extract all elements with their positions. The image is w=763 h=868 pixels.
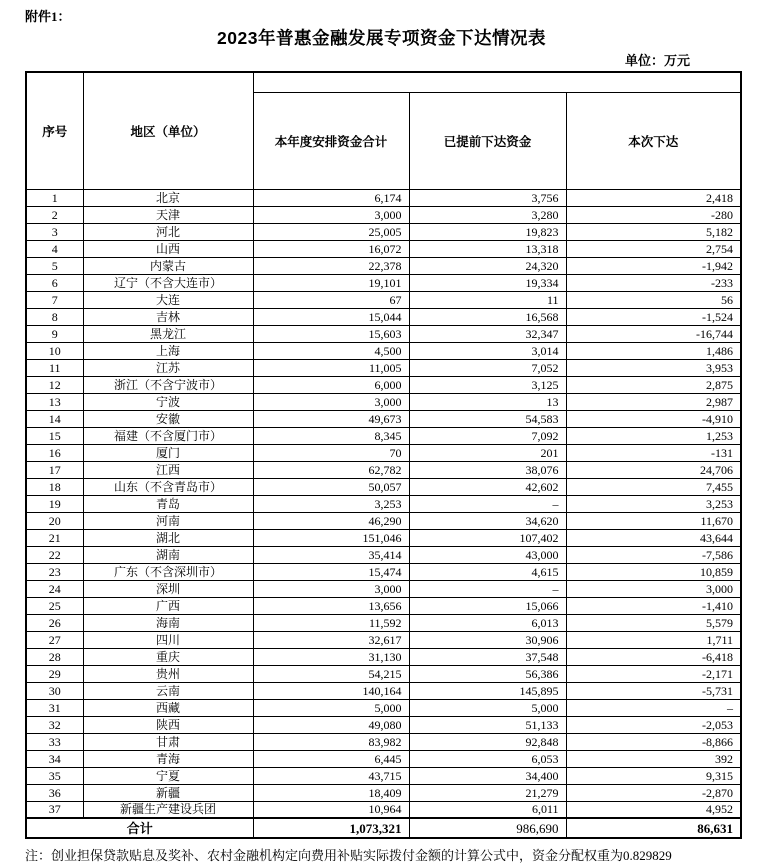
total-arranged-value-cell: 11,005 [253, 359, 409, 376]
total-arranged-value-cell: 32,617 [253, 631, 409, 648]
table-row [26, 325, 741, 342]
current-allocation-value-cell: -2,053 [566, 716, 741, 733]
advance-allocated-value-cell: – [409, 580, 566, 597]
advance-allocated-value-cell: 5,000 [409, 699, 566, 716]
region-cell: 天津 [83, 206, 253, 223]
total-arranged-value-cell: 151,046 [253, 529, 409, 546]
current-allocation-value-cell: -1,942 [566, 257, 741, 274]
total-arranged-value-cell: 10,964 [253, 801, 409, 818]
total-label-cell: 合计 [26, 818, 253, 838]
row-index-cell: 27 [26, 631, 83, 648]
total-current-cell: 86,631 [566, 818, 741, 838]
table-row [26, 614, 741, 631]
advance-allocated-value-cell: 6,011 [409, 801, 566, 818]
current-allocation-value-cell: 2,418 [566, 189, 741, 206]
total-arranged-value-cell: 35,414 [253, 546, 409, 563]
total-arranged-value-cell: 25,005 [253, 223, 409, 240]
total-arranged-value-cell: 54,215 [253, 665, 409, 682]
row-index-cell: 20 [26, 512, 83, 529]
row-index-cell: 22 [26, 546, 83, 563]
table-row [26, 410, 741, 427]
total-arranged-value-cell: 8,345 [253, 427, 409, 444]
region-cell: 贵州 [83, 665, 253, 682]
total-arranged-value-cell: 16,072 [253, 240, 409, 257]
region-cell: 山东（不含青岛市） [83, 478, 253, 495]
row-index-cell: 9 [26, 325, 83, 342]
row-index-cell: 17 [26, 461, 83, 478]
row-index-cell: 23 [26, 563, 83, 580]
header-advance-allocated: 已提前下达资金 [409, 92, 566, 189]
current-allocation-value-cell: 10,859 [566, 563, 741, 580]
total-arranged-value-cell: 15,044 [253, 308, 409, 325]
table-row [26, 393, 741, 410]
table-footer [26, 818, 741, 838]
table-row [26, 342, 741, 359]
region-cell: 内蒙古 [83, 257, 253, 274]
table-row [26, 376, 741, 393]
current-allocation-value-cell: 1,711 [566, 631, 741, 648]
table-row [26, 308, 741, 325]
table-row [26, 665, 741, 682]
row-index-cell: 10 [26, 342, 83, 359]
region-cell: 四川 [83, 631, 253, 648]
row-index-cell: 12 [26, 376, 83, 393]
current-allocation-value-cell: 5,579 [566, 614, 741, 631]
row-index-cell: 19 [26, 495, 83, 512]
advance-allocated-value-cell: 42,602 [409, 478, 566, 495]
advance-allocated-value-cell: 92,848 [409, 733, 566, 750]
current-allocation-value-cell: 56 [566, 291, 741, 308]
total-arranged-value-cell: 11,592 [253, 614, 409, 631]
total-row [26, 818, 741, 838]
region-cell: 青岛 [83, 495, 253, 512]
current-allocation-value-cell: 2,987 [566, 393, 741, 410]
current-allocation-value-cell: 2,754 [566, 240, 741, 257]
row-index-cell: 34 [26, 750, 83, 767]
region-cell: 新疆 [83, 784, 253, 801]
advance-allocated-value-cell: 15,066 [409, 597, 566, 614]
total-arranged-value-cell: 49,080 [253, 716, 409, 733]
advance-allocated-value-cell: 34,620 [409, 512, 566, 529]
table-row [26, 631, 741, 648]
total-arranged-value-cell: 83,982 [253, 733, 409, 750]
current-allocation-value-cell: -280 [566, 206, 741, 223]
current-allocation-value-cell: 5,182 [566, 223, 741, 240]
row-index-cell: 5 [26, 257, 83, 274]
header-index: 序号 [26, 72, 83, 189]
table-body [26, 189, 741, 818]
table-row [26, 682, 741, 699]
table-row [26, 648, 741, 665]
table-row [26, 291, 741, 308]
region-cell: 宁夏 [83, 767, 253, 784]
row-index-cell: 28 [26, 648, 83, 665]
region-cell: 福建（不含厦门市） [83, 427, 253, 444]
total-arranged-value-cell: 15,474 [253, 563, 409, 580]
table-row [26, 529, 741, 546]
advance-allocated-value-cell: 6,053 [409, 750, 566, 767]
region-cell: 江西 [83, 461, 253, 478]
region-cell: 北京 [83, 189, 253, 206]
region-cell: 湖北 [83, 529, 253, 546]
table-row [26, 733, 741, 750]
header-total-arranged: 本年度安排资金合计 [253, 92, 409, 189]
current-allocation-value-cell: -5,731 [566, 682, 741, 699]
total-arranged-value-cell: 15,603 [253, 325, 409, 342]
region-cell: 甘肃 [83, 733, 253, 750]
total-arranged-value-cell: 46,290 [253, 512, 409, 529]
row-index-cell: 29 [26, 665, 83, 682]
row-index-cell: 2 [26, 206, 83, 223]
row-index-cell: 30 [26, 682, 83, 699]
header-empty-cell [253, 72, 741, 92]
current-allocation-value-cell: -2,171 [566, 665, 741, 682]
table-row [26, 223, 741, 240]
total-arranged-value-cell: 3,000 [253, 393, 409, 410]
region-cell: 陕西 [83, 716, 253, 733]
table-row [26, 495, 741, 512]
total-arranged-value-cell: 13,656 [253, 597, 409, 614]
row-index-cell: 16 [26, 444, 83, 461]
row-index-cell: 21 [26, 529, 83, 546]
current-allocation-value-cell: 24,706 [566, 461, 741, 478]
row-index-cell: 11 [26, 359, 83, 376]
row-index-cell: 24 [26, 580, 83, 597]
row-index-cell: 32 [26, 716, 83, 733]
advance-allocated-value-cell: 201 [409, 444, 566, 461]
current-allocation-value-cell: – [566, 699, 741, 716]
advance-allocated-value-cell: 13 [409, 393, 566, 410]
advance-allocated-value-cell: 51,133 [409, 716, 566, 733]
current-allocation-value-cell: 392 [566, 750, 741, 767]
row-index-cell: 37 [26, 801, 83, 818]
advance-allocated-value-cell: 24,320 [409, 257, 566, 274]
table-row [26, 427, 741, 444]
total-arranged-value-cell: 22,378 [253, 257, 409, 274]
advance-allocated-value-cell: 19,334 [409, 274, 566, 291]
row-index-cell: 13 [26, 393, 83, 410]
current-allocation-value-cell: 7,455 [566, 478, 741, 495]
region-cell: 宁波 [83, 393, 253, 410]
total-arranged-value-cell: 6,445 [253, 750, 409, 767]
advance-allocated-value-cell: 13,318 [409, 240, 566, 257]
header-current-allocation: 本次下达 [566, 92, 741, 189]
current-allocation-value-cell: -233 [566, 274, 741, 291]
current-allocation-value-cell: -4,910 [566, 410, 741, 427]
current-allocation-value-cell: -16,744 [566, 325, 741, 342]
row-index-cell: 4 [26, 240, 83, 257]
table-row [26, 444, 741, 461]
header-region: 地区（单位） [83, 72, 253, 189]
total-arranged-value-cell: 50,057 [253, 478, 409, 495]
region-cell: 广东（不含深圳市） [83, 563, 253, 580]
advance-allocated-value-cell: 16,568 [409, 308, 566, 325]
current-allocation-value-cell: 3,000 [566, 580, 741, 597]
advance-allocated-value-cell: 34,400 [409, 767, 566, 784]
total-arranged-value-cell: 4,500 [253, 342, 409, 359]
footnote: 注：创业担保贷款贴息及奖补、农村金融机构定向费用补贴实际拨付金额的计算公式中，资金分配权重为0.829829 [25, 848, 672, 863]
region-cell: 江苏 [83, 359, 253, 376]
table-row [26, 563, 741, 580]
advance-allocated-value-cell: 7,092 [409, 427, 566, 444]
table-row [26, 512, 741, 529]
total-arranged-value-cell: 49,673 [253, 410, 409, 427]
total-arranged-value-cell: 31,130 [253, 648, 409, 665]
row-index-cell: 14 [26, 410, 83, 427]
region-cell: 辽宁（不含大连市） [83, 274, 253, 291]
advance-allocated-value-cell: 11 [409, 291, 566, 308]
current-allocation-value-cell: -1,410 [566, 597, 741, 614]
table-row [26, 189, 741, 206]
current-allocation-value-cell: -1,524 [566, 308, 741, 325]
total-arranged-value-cell: 18,409 [253, 784, 409, 801]
row-index-cell: 31 [26, 699, 83, 716]
table-row [26, 359, 741, 376]
table-row [26, 546, 741, 563]
region-cell: 厦门 [83, 444, 253, 461]
advance-allocated-value-cell: 38,076 [409, 461, 566, 478]
row-index-cell: 7 [26, 291, 83, 308]
row-index-cell: 6 [26, 274, 83, 291]
total-arranged-value-cell: 62,782 [253, 461, 409, 478]
table-row [26, 801, 741, 818]
row-index-cell: 25 [26, 597, 83, 614]
total-arranged-value-cell: 67 [253, 291, 409, 308]
advance-allocated-value-cell: 6,013 [409, 614, 566, 631]
region-cell: 吉林 [83, 308, 253, 325]
region-cell: 新疆生产建设兵团 [83, 801, 253, 818]
table-row [26, 274, 741, 291]
total-arranged-value-cell: 6,000 [253, 376, 409, 393]
total-arranged-value-cell: 6,174 [253, 189, 409, 206]
current-allocation-value-cell: 4,952 [566, 801, 741, 818]
advance-allocated-value-cell: – [409, 495, 566, 512]
table-row [26, 206, 741, 223]
advance-allocated-value-cell: 43,000 [409, 546, 566, 563]
table-row [26, 716, 741, 733]
region-cell: 青海 [83, 750, 253, 767]
total-arranged-value-cell: 3,253 [253, 495, 409, 512]
table-row [26, 699, 741, 716]
table-row [26, 767, 741, 784]
region-cell: 湖南 [83, 546, 253, 563]
region-cell: 河北 [83, 223, 253, 240]
region-cell: 安徽 [83, 410, 253, 427]
current-allocation-value-cell: 3,953 [566, 359, 741, 376]
total-arranged-value-cell: 19,101 [253, 274, 409, 291]
total-arranged-value-cell: 3,000 [253, 206, 409, 223]
row-index-cell: 8 [26, 308, 83, 325]
region-cell: 海南 [83, 614, 253, 631]
row-index-cell: 33 [26, 733, 83, 750]
total-arranged-value-cell: 5,000 [253, 699, 409, 716]
region-cell: 深圳 [83, 580, 253, 597]
current-allocation-value-cell: 3,253 [566, 495, 741, 512]
total-arranged-value-cell: 70 [253, 444, 409, 461]
advance-allocated-value-cell: 4,615 [409, 563, 566, 580]
current-allocation-value-cell: 1,486 [566, 342, 741, 359]
advance-allocated-value-cell: 21,279 [409, 784, 566, 801]
unit-label: 单位：万元 [624, 53, 690, 68]
table-row [26, 750, 741, 767]
table-row [26, 580, 741, 597]
region-cell: 黑龙江 [83, 325, 253, 342]
advance-allocated-value-cell: 145,895 [409, 682, 566, 699]
region-cell: 广西 [83, 597, 253, 614]
advance-allocated-value-cell: 3,014 [409, 342, 566, 359]
current-allocation-value-cell: 1,253 [566, 427, 741, 444]
current-allocation-value-cell: 9,315 [566, 767, 741, 784]
row-index-cell: 15 [26, 427, 83, 444]
current-allocation-value-cell: -6,418 [566, 648, 741, 665]
table-row [26, 257, 741, 274]
region-cell: 大连 [83, 291, 253, 308]
row-index-cell: 36 [26, 784, 83, 801]
advance-allocated-value-cell: 54,583 [409, 410, 566, 427]
region-cell: 重庆 [83, 648, 253, 665]
total-advance-cell: 986,690 [409, 818, 566, 838]
fund-allocation-table [25, 71, 742, 839]
advance-allocated-value-cell: 7,052 [409, 359, 566, 376]
advance-allocated-value-cell: 37,548 [409, 648, 566, 665]
row-index-cell: 35 [26, 767, 83, 784]
row-index-cell: 3 [26, 223, 83, 240]
current-allocation-value-cell: 11,670 [566, 512, 741, 529]
advance-allocated-value-cell: 107,402 [409, 529, 566, 546]
total-arranged-value-cell: 43,715 [253, 767, 409, 784]
table-row [26, 597, 741, 614]
attachment-label: 附件1： [25, 9, 71, 24]
table-row [26, 478, 741, 495]
advance-allocated-value-cell: 56,386 [409, 665, 566, 682]
header-spacer-row [26, 72, 741, 92]
region-cell: 浙江（不含宁波市） [83, 376, 253, 393]
region-cell: 云南 [83, 682, 253, 699]
table-row [26, 784, 741, 801]
total-arranged-value-cell: 140,164 [253, 682, 409, 699]
region-cell: 河南 [83, 512, 253, 529]
current-allocation-value-cell: -8,866 [566, 733, 741, 750]
advance-allocated-value-cell: 19,823 [409, 223, 566, 240]
row-index-cell: 26 [26, 614, 83, 631]
region-cell: 上海 [83, 342, 253, 359]
total-arranged-cell: 1,073,321 [253, 818, 409, 838]
row-index-cell: 1 [26, 189, 83, 206]
advance-allocated-value-cell: 30,906 [409, 631, 566, 648]
advance-allocated-value-cell: 3,756 [409, 189, 566, 206]
region-cell: 西藏 [83, 699, 253, 716]
current-allocation-value-cell: 2,875 [566, 376, 741, 393]
table-row [26, 240, 741, 257]
advance-allocated-value-cell: 3,125 [409, 376, 566, 393]
table-row [26, 461, 741, 478]
row-index-cell: 18 [26, 478, 83, 495]
advance-allocated-value-cell: 32,347 [409, 325, 566, 342]
current-allocation-value-cell: 43,644 [566, 529, 741, 546]
page-title: 2023年普惠金融发展专项资金下达情况表 [217, 28, 546, 48]
region-cell: 山西 [83, 240, 253, 257]
current-allocation-value-cell: -2,870 [566, 784, 741, 801]
current-allocation-value-cell: -131 [566, 444, 741, 461]
advance-allocated-value-cell: 3,280 [409, 206, 566, 223]
total-arranged-value-cell: 3,000 [253, 580, 409, 597]
current-allocation-value-cell: -7,586 [566, 546, 741, 563]
table-header [26, 72, 741, 189]
